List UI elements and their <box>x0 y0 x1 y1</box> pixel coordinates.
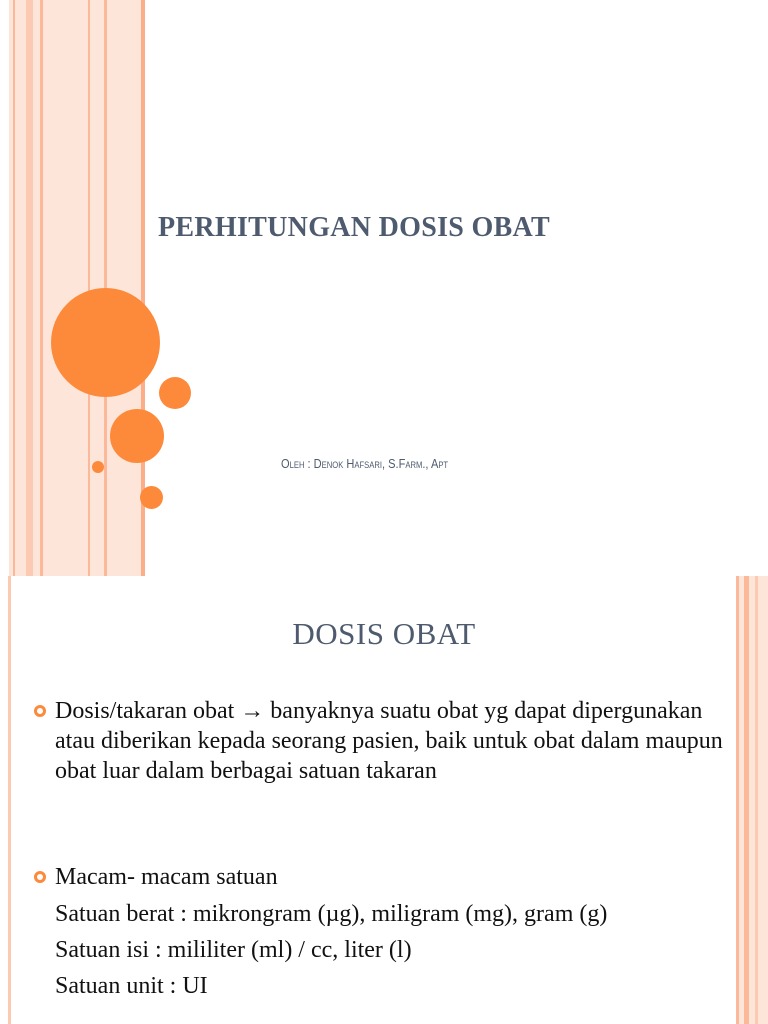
slide-title: DOSIS OBAT <box>292 616 476 651</box>
decorative-line <box>13 0 15 576</box>
bullet-item <box>34 862 744 892</box>
bullet-item <box>34 696 744 786</box>
bullet-text: Dosis/takaran obat → banyaknya suatu obat yg dapat dipergunakan atau diberikan kepada seorang pasien, baik untuk obat dalam maupun obat luar dalam berbagai satuan takaran <box>55 698 723 784</box>
content-slide <box>0 576 768 1024</box>
bullet-circle-icon <box>34 871 46 883</box>
decorative-line <box>88 0 90 576</box>
decorative-circle-small <box>159 377 191 409</box>
decorative-circle-small <box>140 486 163 509</box>
bullet-circle-icon <box>34 705 46 717</box>
decorative-circle-medium <box>110 409 164 463</box>
decorative-circle-large <box>51 288 160 397</box>
unit-line-unit: Satuan unit : UI <box>55 973 208 999</box>
decorative-line <box>40 0 43 576</box>
unit-line-weight: Satuan berat : mikrongram (µg), miligram (mg), gram (g) <box>55 901 608 927</box>
decorative-line <box>26 0 33 576</box>
unit-line-volume: Satuan isi : mililiter (ml) / cc, liter (l) <box>55 937 412 963</box>
bullet-text: Macam- macam satuan <box>55 864 278 890</box>
author-subtitle: Oleh : Denok Hafsari, S.Farm., Apt <box>281 456 449 471</box>
decorative-circle-tiny <box>92 461 104 473</box>
slide-title: PERHITUNGAN DOSIS OBAT <box>158 212 550 243</box>
